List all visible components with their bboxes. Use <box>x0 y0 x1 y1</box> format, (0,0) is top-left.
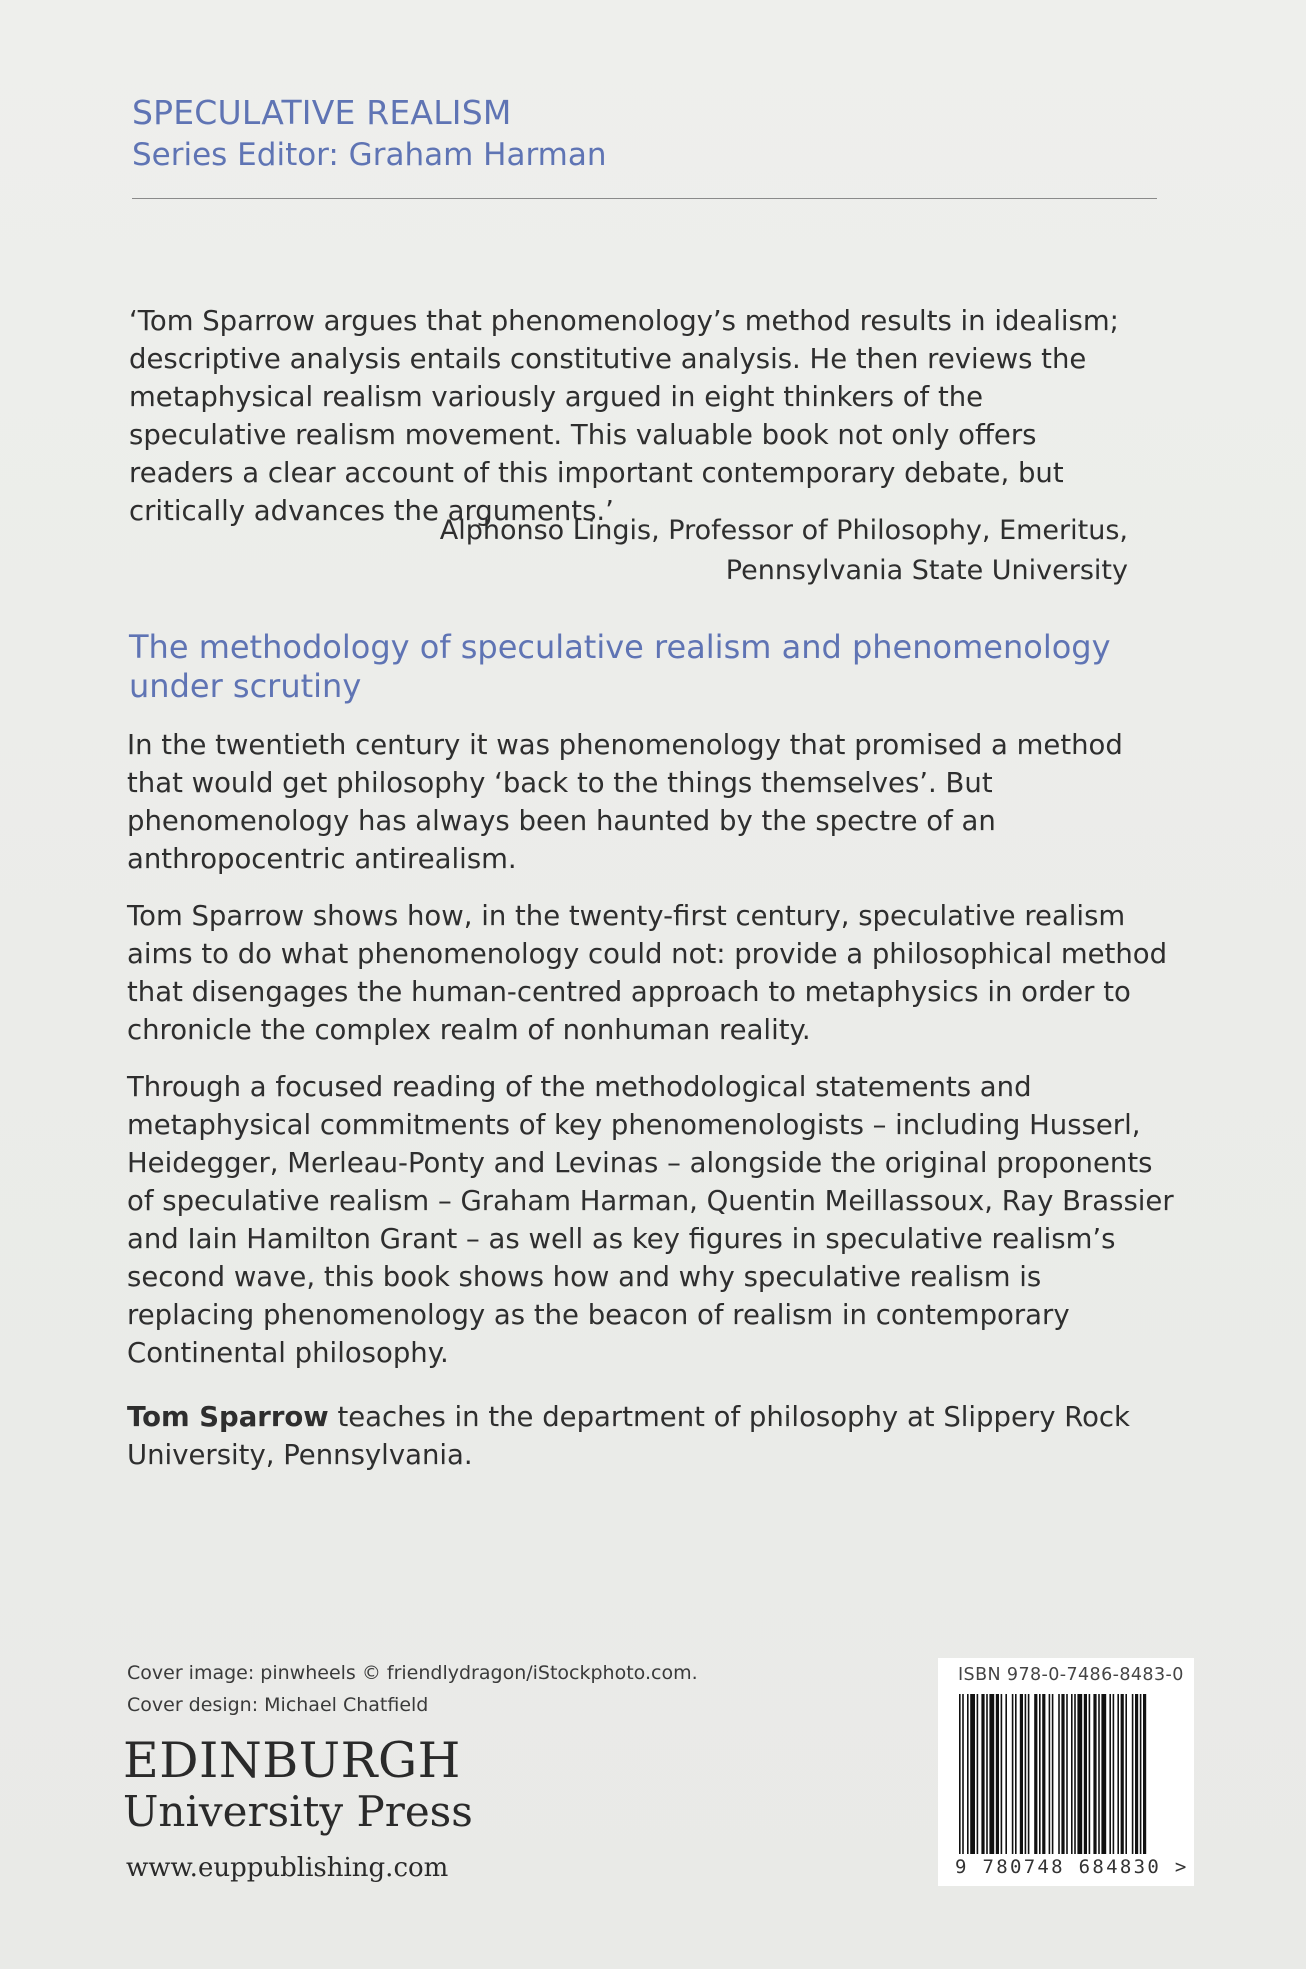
author-bio-text: teaches in the department of philosophy at Slippery Rock University, Pennsylvania. <box>127 1401 1130 1471</box>
author-name: Tom Sparrow <box>127 1401 329 1433</box>
cover-credits <box>127 1657 698 1721</box>
author-bio <box>127 1398 1177 1474</box>
publisher-name: EDINBURGH <box>123 1732 461 1789</box>
divider-rule <box>132 198 1157 199</box>
blurb-heading: The methodology of speculative realism and phenomenology under scrutiny <box>129 628 1111 705</box>
blurb-paragraph-1: In the twentieth century it was phenomenology that promised a method that would get philosophy ‘back to the things themselves’. But phenomenology has always been haunted by the spectre of an anthropocentric antirealism. <box>127 729 1123 875</box>
cover-image-credit: Cover image: pinwheels © friendlydragon/iStockphoto.com. <box>127 1662 698 1684</box>
publisher-press: University Press <box>123 1787 473 1836</box>
series-title: SPECULATIVE REALISM <box>132 93 512 132</box>
publisher-logo <box>123 1732 473 1837</box>
publisher-url: www.euppublishing.com <box>126 1853 449 1883</box>
barcode-icon <box>957 1694 1175 1854</box>
blurb-body <box>127 726 1177 1493</box>
isbn-label: ISBN 978-0-7486-8483-0 <box>958 1665 1184 1685</box>
endorsement-quote: ‘Tom Sparrow argues that phenomenology’s method results in idealism; descriptive analysis entails constitutive analysis. He then reviews the metaphysical realism variously argued in eight thinkers of the speculative realism movement. This valuable book not only offers readers a clear account of this important contemporary debate, but critically advances the arguments.’ <box>129 305 1119 527</box>
attribution-line-1: Alphonso Lingis, Professor of Philosophy, Emeritus, <box>439 515 1128 546</box>
blurb-paragraph-2: Tom Sparrow shows how, in the twenty-first century, speculative realism aims to do what phenomenology could not: provide a philosophical method that disengages the human-centred approach to metaphysics in order to chronicle the complex realm of nonhuman reality. <box>127 900 1168 1046</box>
cover-design-credit: Cover design: Michael Chatfield <box>127 1694 429 1716</box>
series-editor: Series Editor: Graham Harman <box>132 137 607 173</box>
series-block <box>132 92 607 176</box>
blurb-paragraph-3: Through a focused reading of the methodological statements and metaphysical commitments of key phenomenologists – including Husserl, Heidegger, Merleau-Ponty and Levinas – alongside the original proponents of speculative realism – Graham Harman, Quentin Meillassoux, Ray Brassier and Iain Hamilton Grant – as well as key figures in speculative realism’s second wave, this book shows how and why speculative realism is replacing phenomenology as the beacon of realism in contemporary Continental philosophy. <box>127 1071 1174 1369</box>
attribution-line-2: Pennsylvania State University <box>725 555 1128 586</box>
barcode-digits: 9 780748 684830 > <box>955 1856 1189 1878</box>
endorsement-attribution <box>440 511 1128 591</box>
